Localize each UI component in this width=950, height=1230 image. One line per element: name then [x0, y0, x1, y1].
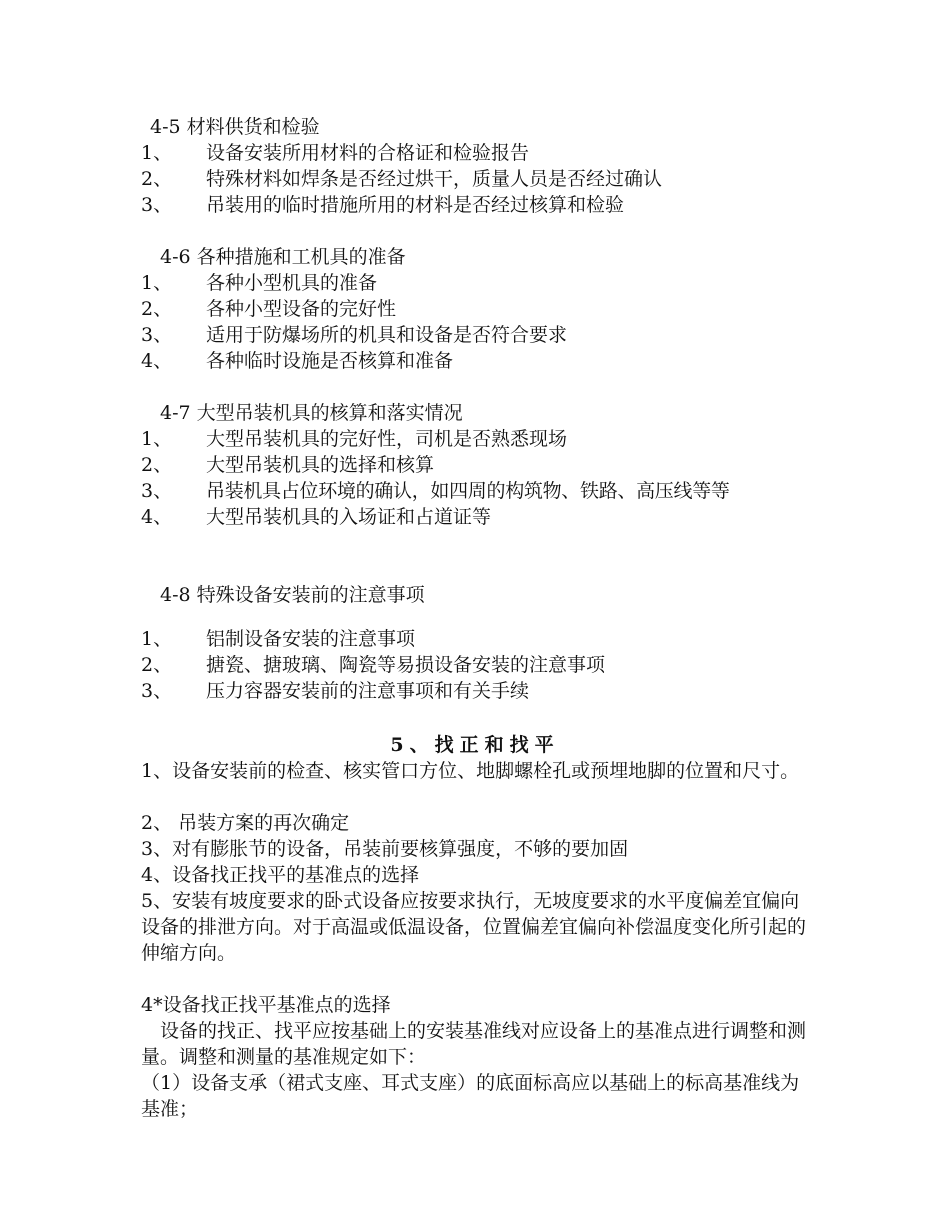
list-text: 适用于防爆场所的机具和设备是否符合要求 — [206, 324, 568, 346]
paragraph: （1）设备支承（裙式支座、耳式支座）的底面标高应以基础上的标高基准线为基准； — [141, 1072, 800, 1120]
list-number: 4、 — [141, 506, 173, 528]
list-number: 1、 — [141, 628, 173, 650]
section-heading-4-6: 4-6 各种措施和工机具的准备 — [160, 246, 406, 268]
list-text: 大型吊装机具的完好性，司机是否熟悉现场 — [206, 428, 568, 450]
paragraph: 1、设备安装前的检查、核实管口方位、地脚螺栓孔或预埋地脚的位置和尺寸。 — [141, 760, 800, 782]
list-number: 2、 — [141, 654, 173, 676]
list-number: 3、 — [141, 324, 173, 346]
section-heading-4-star: 4*设备找正找平基准点的选择 — [141, 994, 391, 1016]
paragraph: 5、安装有坡度要求的卧式设备应按要求执行，无坡度要求的水平度偏差宜偏向设备的排泄方向。对于高温或低温设备，位置偏差宜偏向补偿温度变化所引起的伸缩方向。 — [141, 890, 807, 964]
section-title-5: 5、找正和找平 — [390, 734, 560, 756]
list-number: 2、 — [141, 298, 173, 320]
paragraph: 设备的找正、找平应按基础上的安装基准线对应设备上的基准点进行调整和测量。调整和测量的基准规定如下： — [141, 1020, 807, 1068]
section-heading-4-7: 4-7 大型吊装机具的核算和落实情况 — [160, 402, 463, 424]
list-number: 2、 — [141, 454, 173, 476]
list-text: 各种小型设备的完好性 — [206, 298, 397, 320]
list-number: 2、 — [141, 168, 173, 190]
list-text: 特殊材料如焊条是否经过烘干，质量人员是否经过确认 — [206, 168, 663, 190]
list-number: 1、 — [141, 142, 173, 164]
list-number: 3、 — [141, 194, 173, 216]
paragraph: 4、设备找正找平的基准点的选择 — [141, 864, 420, 886]
list-number: 1、 — [141, 428, 173, 450]
list-number: 1、 — [141, 272, 173, 294]
list-text: 各种小型机具的准备 — [206, 272, 378, 294]
list-text: 大型吊装机具的选择和核算 — [206, 454, 435, 476]
list-number: 3、 — [141, 480, 173, 502]
list-text: 设备安装所用材料的合格证和检验报告 — [206, 142, 530, 164]
paragraph: 3、对有膨胀节的设备，吊装前要核算强度，不够的要加固 — [141, 838, 629, 860]
list-number: 3、 — [141, 680, 173, 702]
list-text: 大型吊装机具的入场证和占道证等 — [206, 506, 492, 528]
list-number: 4、 — [141, 350, 173, 372]
list-text: 吊装用的临时措施所用的材料是否经过核算和检验 — [206, 194, 625, 216]
list-text: 吊装机具占位环境的确认，如四周的构筑物、铁路、高压线等等 — [206, 480, 730, 502]
paragraph: 2、 吊装方案的再次确定 — [141, 812, 350, 834]
list-text: 搪瓷、搪玻璃、陶瓷等易损设备安装的注意事项 — [206, 654, 606, 676]
list-text: 铝制设备安装的注意事项 — [206, 628, 416, 650]
list-text: 各种临时设施是否核算和准备 — [206, 350, 454, 372]
section-heading-4-5: 4-5 材料供货和检验 — [150, 116, 320, 138]
section-heading-4-8: 4-8 特殊设备安装前的注意事项 — [160, 584, 425, 606]
list-text: 压力容器安装前的注意事项和有关手续 — [206, 680, 530, 702]
